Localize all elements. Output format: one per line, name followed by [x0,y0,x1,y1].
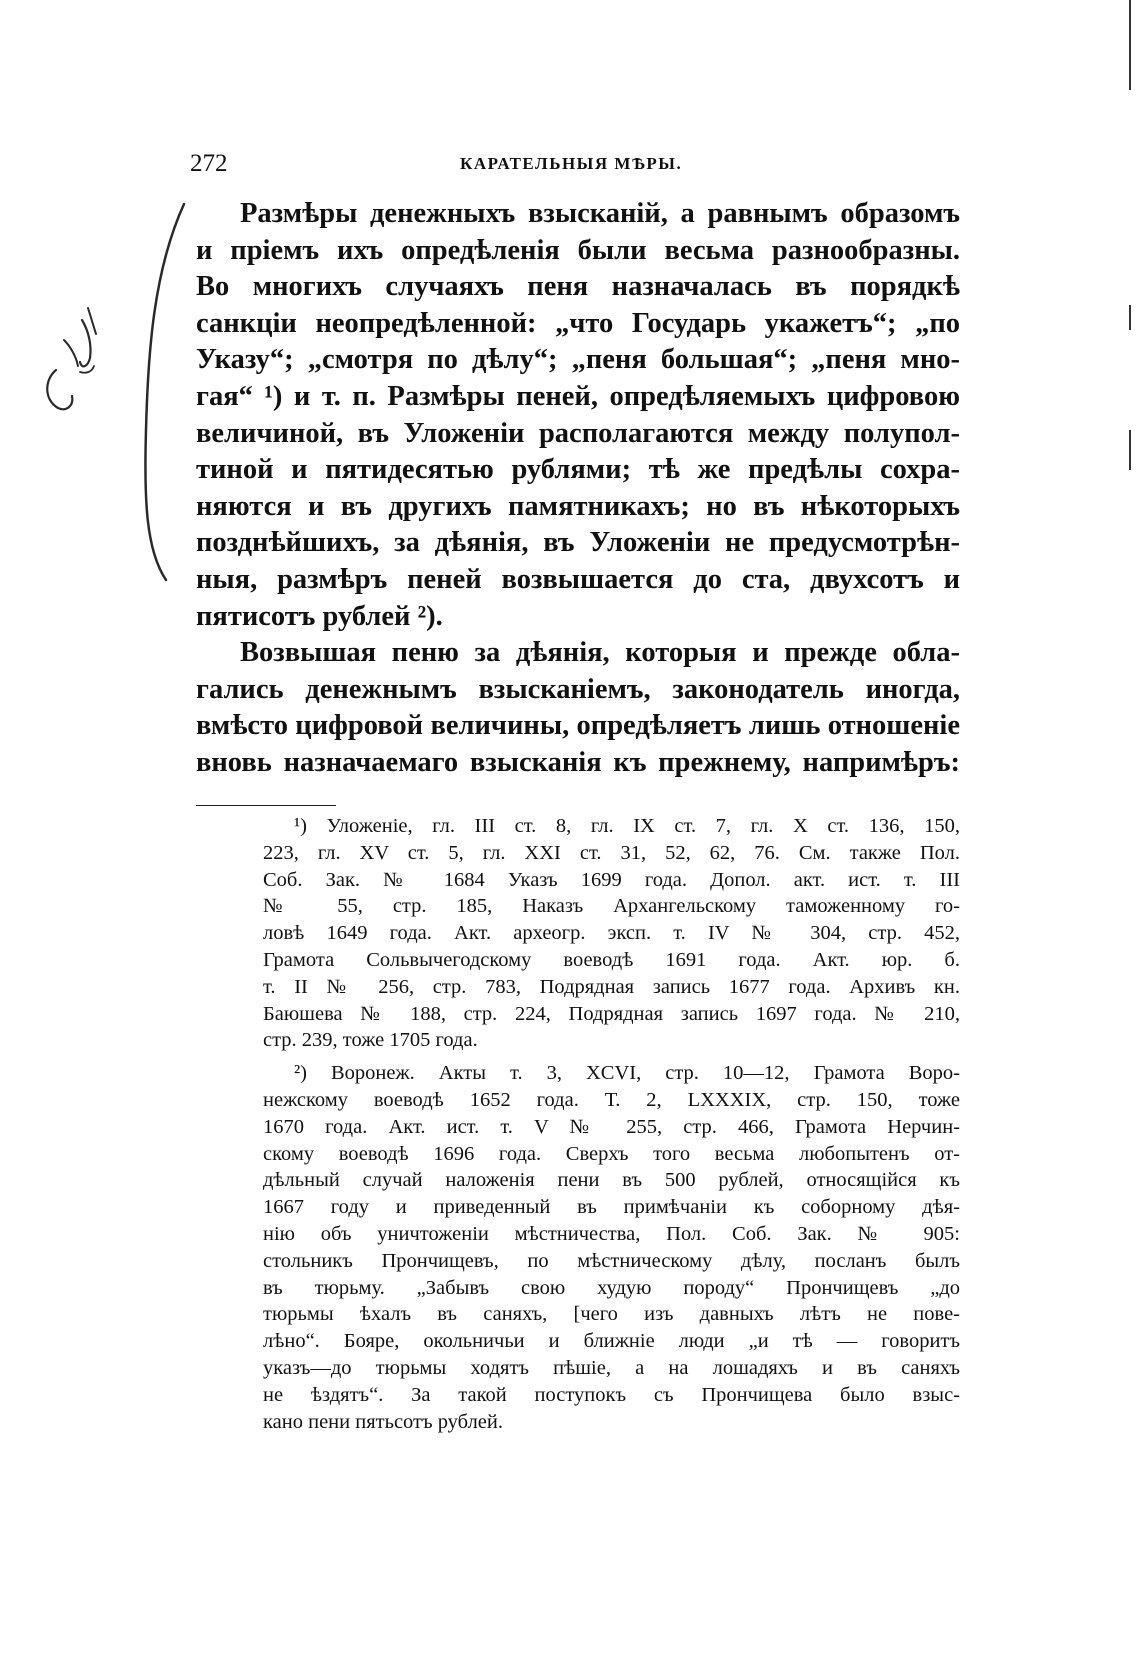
main-text [196,196,960,782]
page-header [190,150,970,184]
text-line: гались денежнымъ взысканіемъ, законодатель иногда, [196,673,960,705]
footnote-1-line: ловѣ 1649 года. Акт. археогр. эксп. т. IV № 304, стр. 452, [263,922,960,945]
text-line: гая“ ¹) и т. п. Размѣры пеней, опредѣляемыхъ цифровою [196,380,960,412]
text-line: величиной, въ Уложеніи располагаются между полупол- [196,417,960,449]
text-line: Возвышая пеню за дѣянія, которыя и прежде обла- [240,637,960,669]
footnote-2-line: нежскому воеводѣ 1652 года. Т. 2, LXXXIX, стр. 150, тоже [263,1088,960,1111]
footnote-2-line: указъ—до тюрьмы ходятъ пѣшіе, а на лошадяхъ и въ саняхъ [263,1356,960,1379]
footnote-2-line: скому воеводѣ 1696 года. Сверхъ того весьма любопытенъ от- [263,1142,960,1165]
footnote-2-line: въ тюрьму. „Забывъ свою худую породу“ Прончищевъ „до [263,1276,960,1299]
footnote-2-line: ²) Воронеж. Акты т. 3, XCVI, стр. 10—12, Грамота Воро- [294,1062,960,1085]
text-line: вмѣсто цифровой величины, опредѣляетъ лишь отношеніе [196,710,960,742]
footnote-2-line: нію объ уничтоженіи мѣстничества, Пол. Соб. Зак. № 905: [263,1222,960,1245]
text-line: позднѣйшихъ, за дѣянія, въ Уложеніи не предусмотрѣн- [196,527,960,559]
footnote-2-line: 1667 году и приведенный въ примѣчаніи къ соборному дѣя- [263,1196,960,1219]
footnote-divider [196,805,336,806]
footnote-2-line: 1670 года. Акт. ист. т. V № 255, стр. 466, Грамота Нерчин- [263,1115,960,1138]
footnote-2-line: дѣльный случай наложенія пени въ 500 рублей, относящійся къ [263,1169,960,1192]
footnote-2-line: кано пени пятьсотъ рублей. [263,1410,504,1433]
text-line: няются и въ другихъ памятникахъ; но въ нѣкоторыхъ [196,490,960,522]
footnote-1-line: Соб. Зак. № 1684 Указъ 1699 года. Допол. акт. ист. т. III [263,868,960,891]
footnote-1-line: № 55, стр. 185, Наказъ Архангельскому таможенному го- [263,895,960,918]
text-line: санкціи неопредѣленной: „что Государь укажетъ“; „по [196,307,960,339]
footnote-1-line: Баюшева № 188, стр. 224, Подрядная запись 1697 года. № 210, [263,1002,960,1025]
text-line: вновь назначаемаго взысканія къ прежнему, напримѣръ: [196,746,960,778]
running-title: КАРАТЕЛЬНЫЯ МѢРЫ. [460,154,683,173]
footnotes [263,813,960,1435]
text-line: тиной и пятидесятью рублями; тѣ же предѣлы сохра- [196,454,960,486]
text-line: и пріемъ ихъ опредѣленія были весьма разнообразны. [196,234,960,266]
text-line: Размѣры денежныхъ взысканій, а равнымъ образомъ [240,198,960,229]
text-line: Во многихъ случаяхъ пеня назначалась въ порядкѣ [196,271,960,303]
page-edge-line-icon [1124,0,1136,480]
text-line: ныя, размѣръ пеней возвышается до ста, двухсотъ и [196,563,960,595]
footnote-2-line: не ѣздятъ“. За такой поступокъ съ Прончищева было взыс- [263,1383,960,1406]
footnote-1-line: ¹) Уложеніе, гл. III ст. 8, гл. IX ст. 7, гл. X ст. 136, 150, [294,815,960,837]
footnote-1-line: Грамота Сольвычегодскому воеводѣ 1691 года. Акт. юр. б. [263,948,960,971]
footnote-2-line: тюрьмы ѣхалъ въ саняхъ, [чего изъ давныхъ лѣтъ не пове- [263,1303,960,1326]
footnote-1-line: т. II № 256, стр. 783, Подрядная запись 1677 года. Архивъ кн. [263,975,960,998]
page-number: 272 [190,150,228,177]
footnote-2-line: лѣно“. Бояре, окольничьи и ближніе люди „и тѣ — говоритъ [263,1330,960,1353]
text-line: пятисотъ рублей ²). [196,600,443,632]
footnote-1-line: стр. 239, тоже 1705 года. [263,1029,478,1052]
text-line: Указу“; „смотря по дѣлу“; „пеня большая“; „пеня мно- [196,344,960,376]
pencil-bracket-icon [140,200,200,590]
footnote-1-line: 223, гл. XV ст. 5, гл. XXI ст. 31, 52, 62, 76. См. также Пол. [263,841,960,864]
footnote-2-line: стольникъ Прончищевъ, по мѣстническому дѣлу, посланъ былъ [263,1249,960,1272]
handwritten-margin-note-icon [36,300,106,430]
